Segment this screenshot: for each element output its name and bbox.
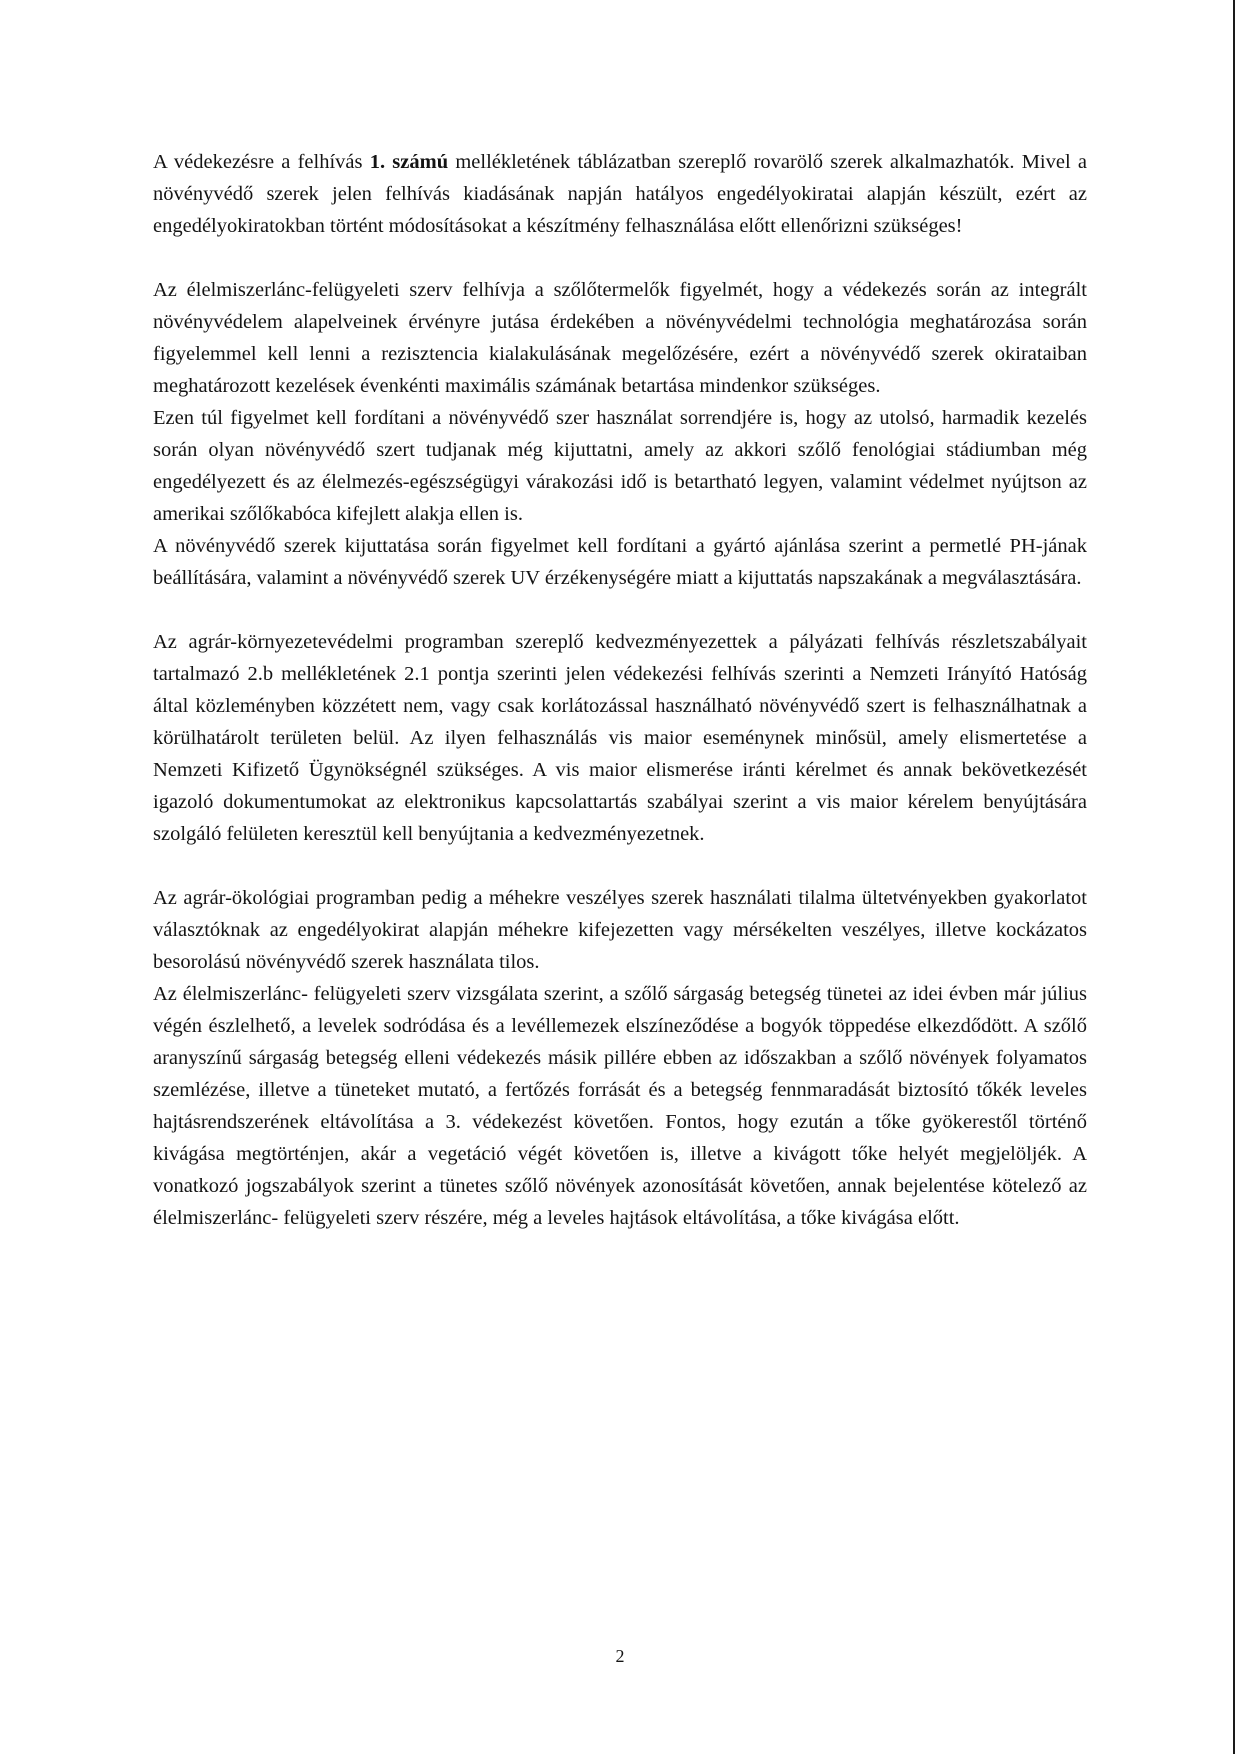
page-number: 2 (615, 1646, 625, 1666)
annex-reference: 1. számú (369, 151, 449, 173)
paragraph-agri-ecological: Az agrár-ökológiai programban pedig a méhekre veszélyes szerek használati tilalma ültetvényekben gyakorlatot választóknak az engedélyokirat alapján méhekre kifejezetten vagy mérsékelten veszélyes, illetve kockázatos besorolású növényvédő szerek használata tilos. (153, 887, 1087, 973)
paragraph-insecticides: A védekezésre a felhívás 1. számú mellékletének táblázatban szereplő rovarölő szerek alkalmazhatók. Mivel a növényvédő szerek jelen felhívás kiadásának napján hatályos engedélyokiratai alapján készült, ezért az engedélyokiratokban történt módosításokat a készítmény felhasználása előtt ellenőrizni szükséges! (153, 151, 1087, 237)
paragraph-flavescence-doree: Az élelmiszerlánc- felügyeleti szerv vizsgálata szerint, a szőlő sárgaság betegség tünetei az idei évben már július végén észlelhető, a levelek sodródása és a levéllemezek elszíneződése a bogyók töppedése elkezdődött. A szőlő aranyszínű sárgaság betegség elleni védekezés másik pillére ebben az időszakban a szőlő növények folyamatos szemlézése, illetve a tüneteket mutató, a fertőzés forrását és a betegség fennmaradását biztosító tőkék leveles hajtásrendszerének eltávolítása a 3. védekezést követően. Fontos, hogy ezután a tőke gyökerestől történő kivágása megtörténjen, akár a vegetáció végét követően is, illetve a kivágott tőke helyét megjelöljék. A vonatkozó jogszabályok szerint a tünetes szőlő növények azonosítását követően, annak bejelentése kötelező az élelmiszerlánc- felügyeleti szerv részére, még a leveles hajtások eltávolítása, a tőke kivágása előtt. (153, 983, 1087, 1229)
scan-edge-line (1233, 0, 1235, 1754)
paragraph-order-of-use: Ezen túl figyelmet kell fordítani a növényvédő szer használat sorrendjére is, hogy az utolsó, harmadik kezelés során olyan növényvédő szert tudjanak még kijuttatni, amely az akkori szőlő fenológiai stádiumban még engedélyezett és az élelmezés-egészségügyi várakozási idő is betartható legyen, valamint védelmet nyújtson az amerikai szőlőkabóca kifejlett alakja ellen is. (153, 407, 1087, 525)
paragraph-application: A növényvédő szerek kijuttatása során figyelmet kell fordítani a gyártó ajánlása szerint a permetlé PH-jának beállítására, valamint a növényvédő szerek UV érzékenységére miatt a kijuttatás napszakának a megválasztására. (153, 535, 1087, 589)
paragraph-resistance: Az élelmiszerlánc-felügyeleti szerv felhívja a szőlőtermelők figyelmét, hogy a védekezés során az integrált növényvédelem alapelveinek érvényre jutása érdekében a növényvédelmi technológia meghatározása során figyelemmel kell lenni a rezisztencia kialakulásának megelőzésére, ezért a növényvédő szerek okirataiban meghatározott kezelések évenkénti maximális számának betartása mindenkor szükséges. (153, 279, 1087, 397)
paragraph-agri-environment: Az agrár-környezetevédelmi programban szereplő kedvezményezettek a pályázati felhívás részletszabályait tartalmazó 2.b mellékletének 2.1 pontja szerinti jelen védekezési felhívás szerinti a Nemzeti Irányító Hatóság által közleményben közzétett nem, vagy csak korlátozással használható növényvédő szert is felhasználhatnak a körülhatárolt területen belül. Az ilyen felhasználás vis maior eseménynek minősül, amely elismertetése a Nemzeti Kifizető Ügynökségnél szükséges. A vis maior elismerése iránti kérelmet és annak bekövetkezését igazoló dokumentumokat az elektronikus kapcsolattartás szabályai szerint a vis maior kérelem benyújtására szolgáló felületen keresztül kell benyújtania a kedvezményezetnek. (153, 631, 1087, 845)
document-body (153, 146, 1087, 1234)
